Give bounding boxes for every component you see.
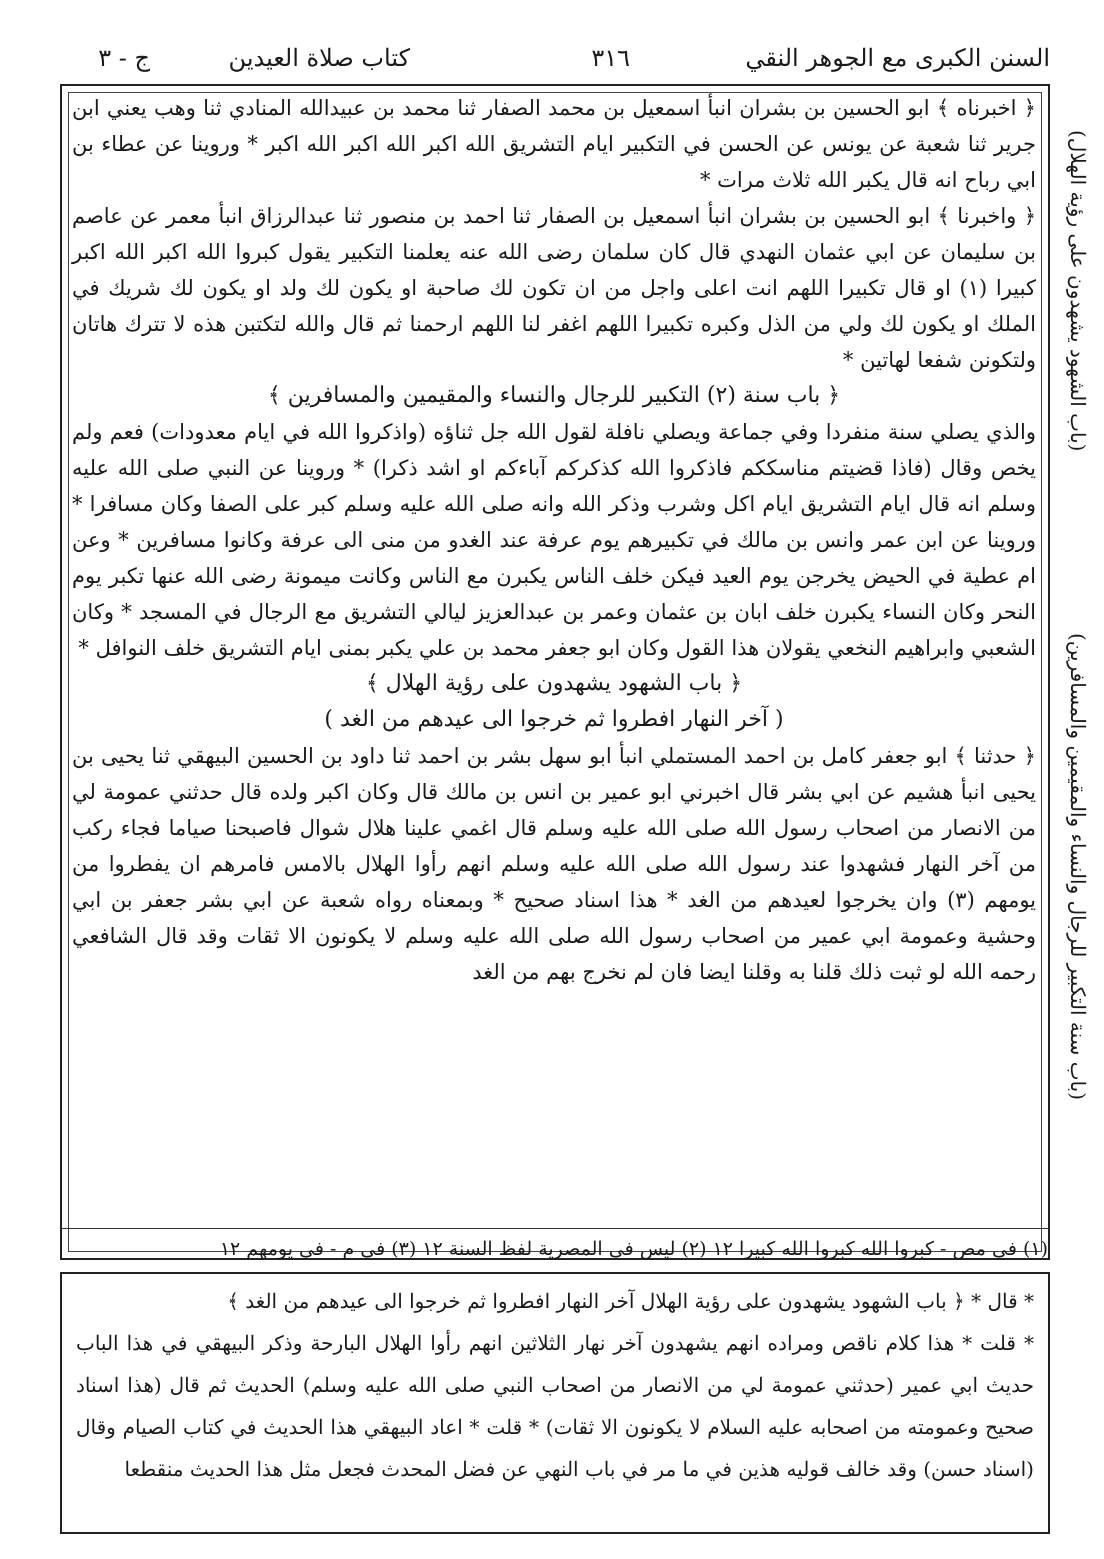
commentary-paragraph: * قال * ﴿ باب الشهود يشهدون على رؤية الهلال آخر النهار افطروا ثم خرجوا الى عيدهم من الغد ﴾ (227, 1289, 1034, 1313)
main-text (64, 90, 1044, 990)
page-number: ٣١٦ (591, 44, 630, 72)
chapter-heading: ﴿ باب الشهود يشهدون على رؤية الهلال ﴾ (365, 671, 743, 696)
header-title: السنن الكبرى مع الجوهر النقي (745, 44, 1050, 72)
side-note-1: (باب سنة التكبير للرجال والنساء والمقيمين والمسافرين) (1066, 632, 1090, 1100)
side-note-2: (باب الشهود يشهدون على رؤية الهلال) (1066, 130, 1090, 452)
chapter-heading: ﴿ باب سنة (٢) التكبير للرجال والنساء والمقيمين والمسافرين ﴾ (267, 383, 841, 408)
book-title: كتاب صلاة العيدين (228, 44, 410, 72)
footnotes: (١) في مص - كبروا الله كبروا الله كبيرا ١٢ (٢) ليس في المصرية لفظ السنة ١٢ (٣) في م - في يومهم ١٢ (62, 1228, 1048, 1269)
commentary-paragraph: * قلت * هذا كلام ناقص ومراده انهم يشهدون آخر نهار الثلاثين انهم رأوا الهلال البارحة وذكر البيهقي في هذا الباب حديث ابي عمير (حدثني عمومة لي من الانصار من اصحاب النبي صلى الله عليه وسلم) الحديث ثم قال (هذا اسناد صحيح وعمومته من اصحابه عليه السلام لا يكونون الا ثقات) * قلت * اعاد البيهقي هذا الحديث في كتاب الصيام وقال (اسناد حسن) وقد خالف قوليه هذين في ما مر في باب النهي عن فضل المحدث فجعل مثل هذا الحديث منقطعا (76, 1331, 1035, 1481)
paragraph: ﴿ واخبرنا ﴾ ابو الحسين بن بشران انبأ اسمعيل بن الصفار ثنا احمد بن منصور ثنا عبدالرزاق انبأ معمر عن عاصم بن سليمان عن ابي عثمان النهدي قال كان سلمان رضى الله عنه يعلمنا التكبير يقول كبروا الله اكبر الله اكبر كبيرا (١) او قال تكبيرا اللهم انت اعلى واجل من ان تكون لك صاحبة او يكون لك ولد او يكون لك شريك في الملك او يكون لك ولي من الذل وكبره تكبيرا اللهم اغفر لنا اللهم ارحمنا ثم قال والله لتكتبن هذه لا تترك هاتان ولتكونن شفعا لهاتين * (72, 204, 1036, 372)
side-margin-notes (1058, 40, 1098, 1190)
paragraph: ﴿ اخبرناه ﴾ ابو الحسين بن بشران انبأ اسمعيل بن محمد الصفار ثنا محمد بن عبيدالله المنادي ثنا وهب يعني ابن جرير ثنا شعبة عن يونس عن الحسن في التكبير ايام التشريق الله اكبر الله اكبر الله اكبر * وروينا عن عطاء بن ابي رباح انه قال يكبر الله ثلاث مرات * (72, 96, 1036, 192)
paragraph: والذي يصلي سنة منفردا وفي جماعة ويصلي نافلة لقول الله جل ثناؤه (واذكروا الله في ايام معدودات) فعم ولم يخص وقال (فاذا قضيتم مناسككم فاذكروا الله كذكركم آباءكم او اشد ذكرا) * وروينا عن النبي صلى الله عليه وسلم انه قال ايام التشريق ايام اكل وشرب وذكر الله وانه صلى الله عليه وسلم كبر على الصفا وكان مسافرا * وروينا عن ابن عمر وانس بن مالك في تكبيرهم يوم عرفة عند الغدو من منى الى عرفة وكانوا مسافرين * وعن ام عطية في الحيض يخرجن يوم العيد فيكن خلف الناس يكبرن مع الناس وكانت ميمونة رضى الله عنها تكبر يوم النحر وكان النساء يكبرن خلف ابان بن عثمان وعمر بن عبدالعزيز ليالي التشريق مع الرجال في المسجد * وكان الشعبي وابراهيم النخعي يقولان هذا القول وكان ابو جعفر محمد بن علي يكبر بمنى ايام التشريق خلف النوافل * (72, 420, 1036, 660)
chapter-subheading: ( آخر النهار افطروا ثم خرجوا الى عيدهم من الغد ) (324, 707, 784, 732)
volume-label: ج - ٣ (98, 44, 150, 72)
page-header (60, 38, 1050, 82)
paragraph: ﴿ حدثنا ﴾ ابو جعفر كامل بن احمد المستملي انبأ ابو سهل بشر بن احمد ثنا داود بن الحسين البيهقي ثنا يحيى بن يحيى انبأ هشيم عن ابي بشر قال اخبرني ابو عمير بن انس بن مالك قال وكان اكبر ولده قال حدثني عمومة لي من الانصار من اصحاب رسول الله صلى الله عليه وسلم قال اغمي علينا هلال شوال فاصبحنا صياما فجاء ركب من آخر النهار فشهدوا عند رسول الله صلى الله عليه وسلم انهم رأوا الهلال بالامس فامرهم ان يفطروا من يومهم (٣) وان يخرجوا لعيدهم من الغد * هذا اسناد صحيح * وبمعناه رواه شعبة عن ابي بشر جعفر بن ابي وحشية وعمومة ابي عمير من اصحاب رسول الله صلى الله عليه وسلم لا يكونون الا ثقات وقد قال الشافعي رحمه الله لو ثبت ذلك قلنا به وقلنا ايضا فان لم نخرج بهم من الغد (72, 744, 1037, 984)
commentary-box (60, 1272, 1050, 1534)
